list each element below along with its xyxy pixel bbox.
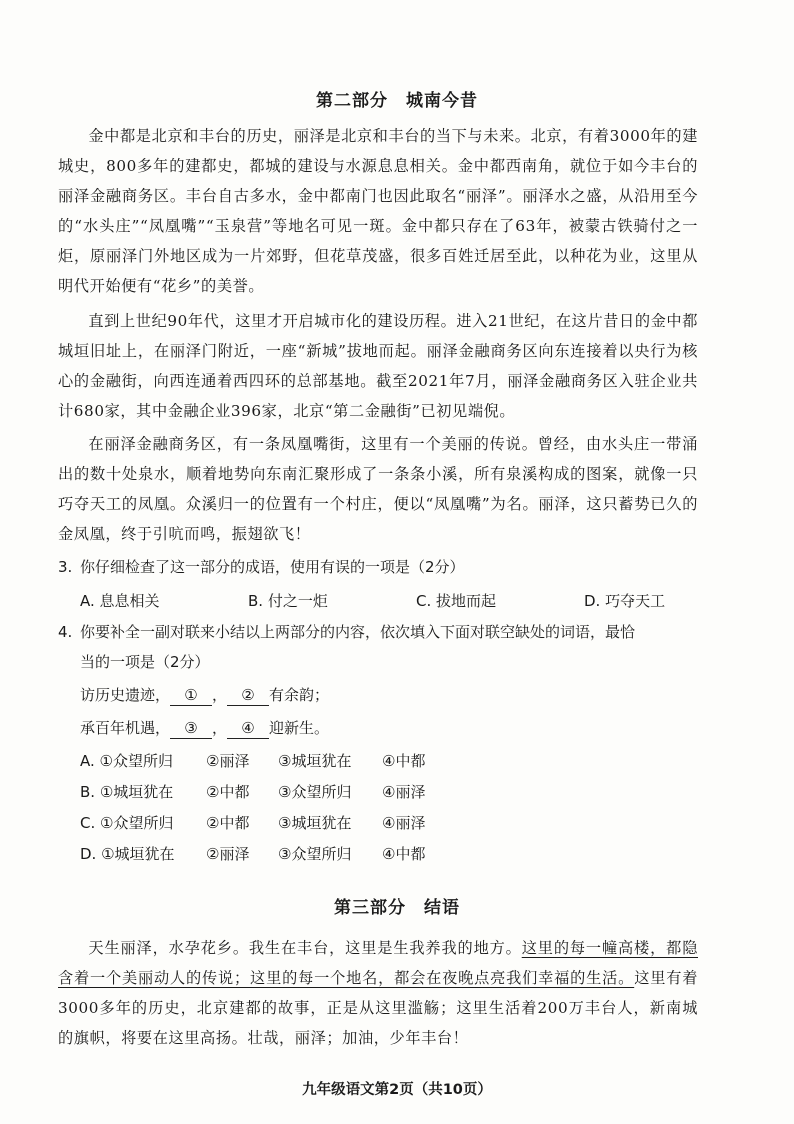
q4-option-a-part-4: ④中都 — [382, 752, 426, 770]
couplet-1-separator: ， — [212, 686, 228, 704]
q4-option-b-part-2: ②中都 — [206, 783, 250, 801]
q4-option-c[interactable] — [80, 808, 700, 838]
q4-option-d-part-4: ④中都 — [382, 845, 426, 863]
q4-option-d-part-1: D. ①城垣犹在 — [80, 845, 175, 863]
q4-option-a[interactable] — [80, 746, 700, 776]
question-4-number: 4. — [58, 623, 73, 641]
q4-option-c-part-1: C. ①众望所归 — [80, 814, 174, 832]
couplet-1-suffix: 有余韵； — [269, 686, 330, 704]
couplet-line-2 — [80, 713, 329, 743]
q4-option-c-part-4: ④丽泽 — [382, 814, 426, 832]
q4-option-b-part-3: ③众望所归 — [278, 783, 352, 801]
question-4-stem-line-2: 当的一项是（2分） — [80, 653, 210, 671]
q4-option-d-part-2: ②丽泽 — [206, 845, 250, 863]
part3-closing-text: 这里有着3000多年的历史，北京建都的故事，正是从这里滥觞；这里生活着200万丰台人，新南城的旗帜，将要在这里高扬。壮哉，丽泽；加油，少年丰台！ — [58, 969, 698, 1047]
couplet-line-1 — [80, 680, 329, 710]
q4-option-c-part-3: ③城垣犹在 — [278, 814, 352, 832]
question-3 — [58, 552, 708, 582]
question-3-stem: 你仔细检查了这一部分的成语，使用有误的一项是（2分） — [80, 558, 465, 576]
q4-option-b-part-4: ④丽泽 — [382, 783, 426, 801]
part3-intro-text: 天生丽泽，水孕花乡。我生在丰台，这里是生我养我的地方。 — [88, 939, 522, 957]
question-4 — [58, 617, 708, 677]
q3-option-d[interactable]: D. 巧夺天工 — [584, 592, 666, 610]
page-footer: 九年级语文第2页（共10页） — [302, 1082, 492, 1098]
q3-option-a[interactable]: A. 息息相关 — [80, 592, 160, 610]
q4-option-a-part-3: ③城垣犹在 — [278, 752, 352, 770]
couplet-blank-4: ④ — [227, 718, 269, 739]
q4-option-c-part-2: ②中都 — [206, 814, 250, 832]
question-3-number: 3. — [58, 558, 73, 576]
part3-title: 第三部分 结语 — [334, 898, 460, 918]
couplet-2-suffix: 迎新生。 — [269, 719, 330, 737]
question-4-stem-line-1: 你要补全一副对联来小结以上两部分的内容，依次填入下面对联空缺处的词语，最恰 — [80, 623, 636, 641]
couplet-1-prefix: 访历史遗迹， — [80, 686, 171, 704]
part2-paragraph-3: 在丽泽金融商务区，有一条凤凰嘴街，这里有一个美丽的传说。曾经，由水头庄一带涌出的数十处泉水，顺着地势向东南汇聚形成了一条条小溪，所有泉溪构成的图案，就像一只巧夺天工的凤凰。众溪归一的位置有一个村庄，便以“凤凰嘴”为名。丽泽，这只蓄势已久的金凤凰，终于引吭而鸣，振翅欲飞！ — [58, 435, 698, 543]
couplet-blank-1: ① — [170, 685, 212, 706]
couplet-2-separator: ， — [212, 719, 228, 737]
part2-paragraph-2: 直到上世纪90年代，这里才开启城市化的建设历程。进入21世纪，在这片昔日的金中都城垣旧址上，在丽泽门附近，一座“新城”拔地而起。丽泽金融商务区向东连接着以央行为核心的金融街，向西连通着西四环的总部基地。截至2021年7月，丽泽金融商务区入驻企业共计680家，其中金融企业396家，北京“第二金融街”已初见端倪。 — [58, 312, 698, 420]
q4-option-a-part-2: ②丽泽 — [206, 752, 250, 770]
couplet-2-prefix: 承百年机遇， — [80, 719, 171, 737]
part2-paragraph-1: 金中都是北京和丰台的历史，丽泽是北京和丰台的当下与未来。北京，有着3000年的建城史，800多年的建都史，都城的建设与水源息息相关。金中都西南角，就位于如今丰台的丽泽金融商务区。丰台自古多水，金中都南门也因此取名“丽泽”。丽泽水之盛，从沿用至今的“水头庄”“凤凰嘴”“玉泉营”等地名可见一斑。金中都只存在了63年，被蒙古铁骑付之一炬，原丽泽门外地区成为一片郊野，但花草茂盛，很多百姓迁居至此，以种花为业，这里从明代开始便有“花乡”的美誉。 — [58, 127, 698, 295]
couplet-blank-2: ② — [227, 685, 269, 706]
q4-option-d-part-3: ③众望所归 — [278, 845, 352, 863]
q4-option-d[interactable] — [80, 839, 700, 869]
q4-option-a-part-1: A. ①众望所归 — [80, 752, 173, 770]
q3-option-b[interactable]: B. 付之一炬 — [248, 592, 328, 610]
part3-paragraph — [58, 933, 698, 1053]
part2-title: 第二部分 城南今昔 — [316, 91, 478, 111]
q3-option-c[interactable]: C. 拔地而起 — [416, 592, 497, 610]
couplet-blank-3: ③ — [170, 718, 212, 739]
part3-underlined-sentence: 这里的每一幢高楼，都隐含着一个美丽动人的传说；这里的每一个地名，都会在夜晚点亮我们幸福的生活。 — [58, 939, 698, 987]
q4-option-b[interactable] — [80, 777, 700, 807]
question-3-options — [80, 586, 700, 616]
q4-option-b-part-1: B. ①城垣犹在 — [80, 783, 174, 801]
